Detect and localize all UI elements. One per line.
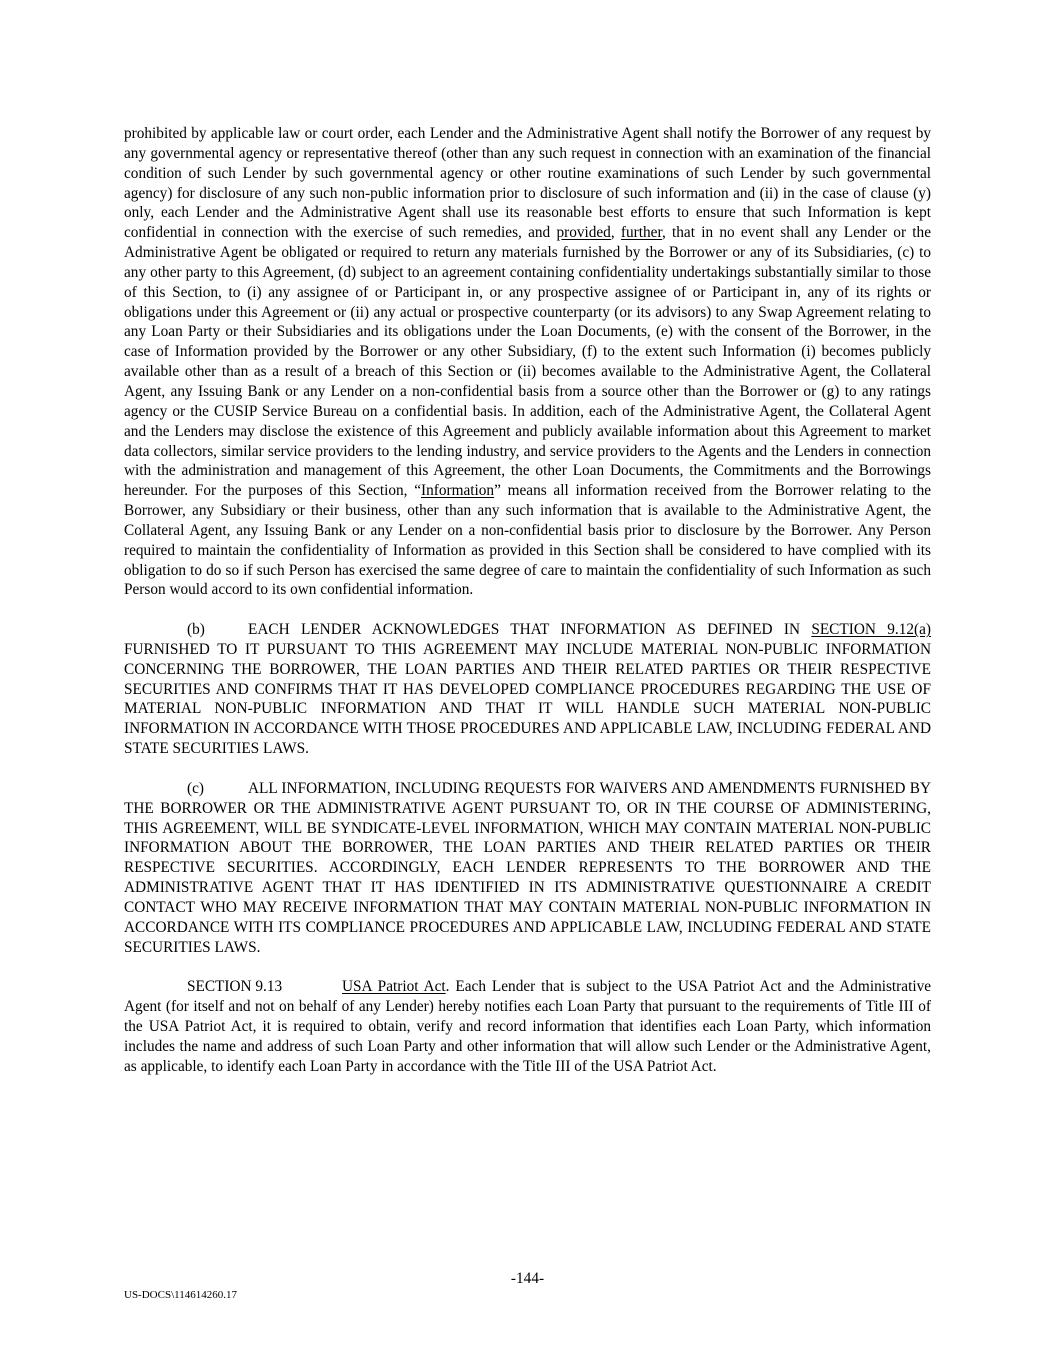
paragraph-c-text: ALL INFORMATION, INCLUDING REQUESTS FOR WAIVERS AND AMENDMENTS FURNISHED BY THE BORROWER OR THE ADMINISTRATIVE AGENT PURSUANT TO, OR IN THE COURSE OF ADMINISTERING, THIS AGREEMENT, WILL BE SYNDICATE-LEVEL INFORMATION, WHICH MAY CONTAIN MATERIAL NON-PUBLIC INFORMATION ABOUT THE BORROWER, THE LOAN PARTIES AND THEIR RELATED PARTIES OR THEIR RESPECTIVE SECURITIES. ACCORDINGLY, EACH LENDER REPRESENTS TO THE BORROWER AND THE ADMINISTRATIVE AGENT THAT IT HAS IDENTIFIED IN ITS ADMINISTRATIVE QUESTIONNAIRE A CREDIT CONTACT WHO MAY RECEIVE INFORMATION THAT MAY CONTAIN MATERIAL NON-PUBLIC INFORMATION IN ACCORDANCE WITH ITS COMPLIANCE PROCEDURES AND APPLICABLE LAW, INCLUDING FEDERAL AND STATE SECURITIES LAWS. [124,779,931,956]
section-9-13 [124,977,931,1076]
section-9-13-title: USA Patriot Act [342,978,446,996]
paragraph-a-comma: , [610,224,621,242]
paragraph-a-text-part3: ” means all information received from the Borrower relating to the Borrower, any Subsidiary or their business, other than any such information that is available to the Administrative Agent, the Collateral Agent, any Issuing Bank or any Lender on a non-confidential basis prior to disclosure by the Borrower. Any Person required to maintain the confidentiality of Information as provided in this Section shall be considered to have complied with its obligation to do so if such Person has exercised the same degree of care to maintain the confidentiality of such Information as such Person would accord to its own confidential information. [124,482,932,599]
section-9-12a-reference: SECTION 9.12(a) [811,621,931,639]
page-number: -144- [510,1270,545,1287]
paragraph-c [124,779,931,958]
document-id: US-DOCS\114614260.17 [124,1289,237,1301]
section-9-13-number: SECTION 9.13 [187,978,283,996]
document-body [124,124,931,1096]
paragraph-b-text1: EACH LENDER ACKNOWLEDGES THAT INFORMATION AS DEFINED IN [248,621,812,639]
paragraph-b [124,620,931,759]
paragraph-a-text-part2: , that in no event shall any Lender or the Administrative Agent be obligated or required to return any materials furnished by the Borrower or any of its Subsidiaries, (c) to any other party to this Agreement, (d) subject to an agreement containing confidentiality undertakings substantially similar to those of this Section, to (i) any assignee of or Participant in, or any prospective assignee of or Participant in, any of its rights or obligations under this Agreement or (ii) any actual or prospective counterparty (or its advisors) to any Swap Agreement relating to any Loan Party or their Subsidiaries and its obligations under the Loan Documents, (e) with the consent of the Borrower, in the case of Information provided by the Borrower or any other Subsidiary, (f) to the extent such Information (i) becomes publicly available other than as a result of a breach of this Section or (ii) becomes available to the Administrative Agent, the Collateral Agent, any Issuing Bank or any Lender on a non-confidential basis from a source other than the Borrower or (g) to any ratings agency or the CUSIP Service Bureau on a confidential basis. In addition, each of the Administrative Agent, the Collateral Agent and the Lenders may disclose the existence of this Agreement and publicly available information about this Agreement to market data collectors, similar service providers to the lending industry, and service providers to the Agents and the Lenders in connection with the administration and management of this Agreement, the other Loan Documents, the Commitments and the Borrowings hereunder. For the purposes of this Section, “ [124,224,931,500]
paragraph-a-text-part1: prohibited by applicable law or court order, each Lender and the Administrative Agent shall notify the Borrower of any request by any governmental agency or representative thereof (other than any such request in connection with an examination of the financial condition of such Lender by such governmental agency or other routine examinations of such Lender by such governmental agency) for disclosure of any such non-public information prior to disclosure of such information and (ii) in the case of clause (y) only, each Lender and the Administrative Agent shall use its reasonable best efforts to ensure that such Information is kept confidential in connection with the exercise of such remedies, and [124,125,931,242]
section-9-13-text: Each Lender that is subject to the USA Patriot Act and the Administrative Agent (for itself and not on behalf of any Lender) hereby notifies each Loan Party that pursuant to the requirements of Title III of the USA Patriot Act, it is required to obtain, verify and record information that identifies each Loan Party, which information includes the name and address of such Loan Party and other information that will allow such Lender or the Administrative Agent, as applicable, to identify each Loan Party in accordance with the Title III of the USA Patriot Act. [124,978,932,1075]
section-9-13-title-period: . [445,978,456,996]
paragraph-b-text2: FURNISHED TO IT PURSUANT TO THIS AGREEMENT MAY INCLUDE MATERIAL NON-PUBLIC INFORMATION CONCERNING THE BORROWER, THE LOAN PARTIES AND THEIR RELATED PARTIES OR THEIR RESPECTIVE SECURITIES AND CONFIRMS THAT IT HAS DEVELOPED COMPLIANCE PROCEDURES REGARDING THE USE OF MATERIAL NON-PUBLIC INFORMATION AND THAT IT WILL HANDLE SUCH MATERIAL NON-PUBLIC INFORMATION IN ACCORDANCE WITH THOSE PROCEDURES AND APPLICABLE LAW, INCLUDING FEDERAL AND STATE SECURITIES LAWS. [124,640,931,758]
information-defined-term: Information [420,482,495,500]
paragraph-b-label: (b) [187,621,205,639]
paragraph-a-continued [124,124,931,600]
paragraph-c-label: (c) [187,779,204,797]
provided-term: provided [556,224,611,242]
further-term: further [620,224,662,242]
